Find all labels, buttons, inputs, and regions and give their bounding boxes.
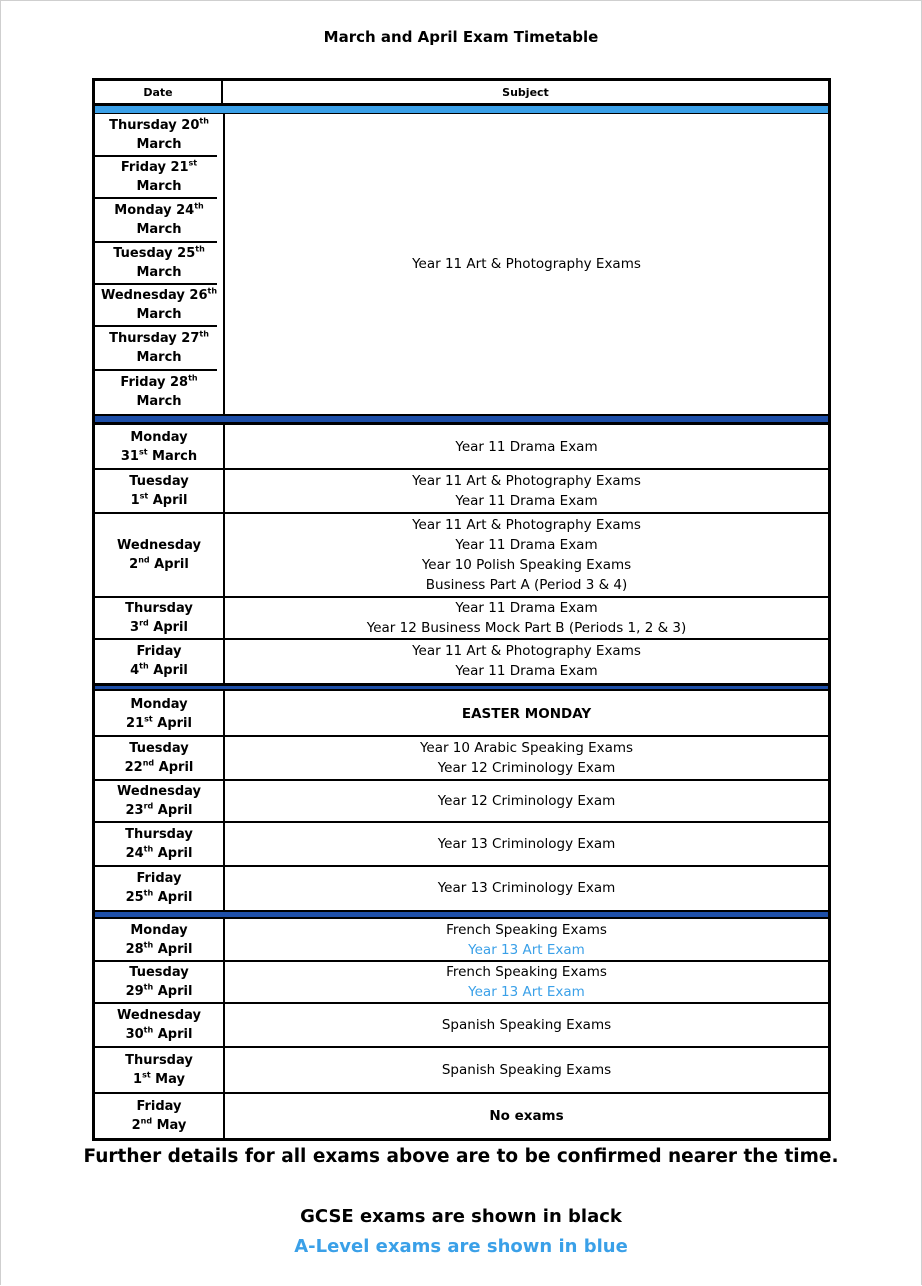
- subject-cell: [225, 597, 828, 639]
- month: March: [136, 394, 182, 409]
- ordinal-suffix: th: [188, 373, 198, 383]
- ordinal-suffix: th: [143, 844, 154, 854]
- day-number: 29: [125, 984, 144, 999]
- date-cell: [95, 1003, 223, 1047]
- day-number: 2: [129, 557, 139, 572]
- date-text: [130, 642, 188, 680]
- subject-cell: [225, 425, 828, 469]
- exam-entry: Year 11 Drama Exam: [455, 663, 598, 679]
- ordinal-suffix: th: [199, 116, 209, 126]
- ordinal-suffix: st: [188, 158, 198, 168]
- ordinal-suffix: th: [143, 888, 154, 898]
- ordinal-suffix: nd: [138, 555, 150, 565]
- date-cell: [95, 639, 223, 683]
- date-cell: [95, 370, 223, 414]
- exam-entry: Year 13 Art Exam: [468, 984, 585, 1000]
- ordinal-suffix: st: [139, 491, 149, 501]
- date-cell: [95, 780, 223, 822]
- month: April: [154, 760, 194, 775]
- day-number: 2: [131, 1117, 141, 1133]
- footer-note: Further details for all exams above are to be confirmed nearer the time.: [83, 1146, 839, 1167]
- exam-entry: Year 13 Art Exam: [468, 942, 585, 958]
- exam-entry: Year 11 Drama Exam: [455, 537, 598, 553]
- date-cell: [95, 513, 223, 597]
- weekday: Wednesday: [117, 1008, 201, 1023]
- exam-entry: Year 11 Art & Photography Exams: [412, 256, 641, 272]
- subject-cell: [225, 1047, 828, 1093]
- month: April: [153, 890, 193, 905]
- week-block-2: [95, 425, 828, 683]
- weekday: Tuesday: [129, 474, 189, 489]
- ordinal-suffix: th: [139, 661, 149, 671]
- weekday: Friday: [136, 871, 182, 886]
- ordinal-suffix: nd: [142, 758, 155, 768]
- day-number: 31: [120, 449, 139, 464]
- ordinal-suffix: th: [143, 982, 154, 992]
- week-separator: [95, 414, 828, 425]
- weekday: Wednesday: [117, 538, 201, 553]
- exam-entry: Year 11 Drama Exam: [455, 493, 598, 509]
- month: April: [153, 846, 193, 861]
- day-number: 23: [125, 803, 144, 818]
- day-number: 22: [124, 760, 143, 775]
- subject-cell: [225, 961, 828, 1003]
- date-text: [121, 428, 197, 466]
- weekday: Monday: [130, 430, 188, 445]
- date-text: [117, 536, 201, 574]
- day-number: 30: [125, 1027, 144, 1042]
- exam-entry: Year 10 Polish Speaking Exams: [421, 557, 632, 573]
- date-cell: [95, 326, 223, 370]
- date-cell: [95, 597, 223, 639]
- month: March: [136, 222, 182, 237]
- date-text: [95, 373, 223, 411]
- date-text: [95, 158, 223, 196]
- date-day: Thursday 27: [109, 331, 200, 346]
- day-number: 3: [130, 620, 140, 635]
- ordinal-suffix: st: [144, 714, 153, 724]
- date-cell: [95, 866, 223, 910]
- weekday: Thursday: [125, 601, 193, 616]
- day-number: 1: [130, 493, 140, 508]
- date-text: [125, 739, 194, 777]
- header-date: Date: [95, 81, 223, 103]
- exam-entry: Year 11 Art & Photography Exams: [412, 473, 641, 489]
- date-text: [95, 286, 223, 324]
- month: April: [148, 663, 188, 678]
- exam-entry: Year 10 Arabic Speaking Exams: [419, 740, 634, 756]
- table-header-row: [95, 81, 828, 104]
- exam-entry: Year 13 Criminology Exam: [437, 836, 616, 852]
- exam-entry: Spanish Speaking Exams: [441, 1062, 612, 1078]
- exam-entry: Year 13 Criminology Exam: [437, 880, 616, 896]
- month: April: [152, 715, 192, 731]
- subject-cell: [225, 469, 828, 513]
- weekday: Thursday: [125, 1053, 193, 1068]
- date-text: [125, 825, 193, 863]
- exam-entry: Year 11 Drama Exam: [455, 439, 598, 455]
- alevel-legend: A-Level exams are shown in blue: [294, 1236, 628, 1257]
- weekday: Thursday: [125, 827, 193, 842]
- date-cell: [95, 822, 223, 866]
- date-day: Friday 21: [120, 160, 189, 175]
- month: March: [136, 350, 182, 365]
- subject-cell: [225, 822, 828, 866]
- ordinal-suffix: st: [142, 1070, 151, 1080]
- week-separator: [95, 104, 828, 114]
- ordinal-suffix: th: [199, 329, 209, 339]
- exam-entry: Spanish Speaking Exams: [441, 1017, 612, 1033]
- date-day: Tuesday 25: [113, 246, 196, 261]
- weekday: Friday: [136, 644, 182, 659]
- exam-entry: Year 12 Criminology Exam: [437, 793, 616, 809]
- date-text: [117, 782, 201, 820]
- exam-entry: Business Part A (Period 3 & 4): [425, 577, 628, 593]
- date-cell: [95, 425, 223, 469]
- date-day: Friday 28: [120, 375, 189, 390]
- exam-entry: No exams: [489, 1107, 564, 1124]
- day-number: 4: [130, 663, 140, 678]
- day-number: 28: [125, 942, 144, 957]
- date-cell: [95, 156, 223, 198]
- date-text: [126, 963, 193, 1001]
- week-block-4: [95, 919, 828, 1138]
- date-text: [126, 921, 193, 959]
- week-block-3: [95, 691, 828, 910]
- date-text: [117, 1006, 201, 1044]
- month: April: [153, 803, 193, 818]
- exam-entry: Year 12 Criminology Exam: [437, 760, 616, 776]
- exam-entry: Year 11 Art & Photography Exams: [412, 643, 641, 659]
- month: March: [136, 179, 182, 194]
- ordinal-suffix: th: [143, 1025, 154, 1035]
- date-day: Thursday 20: [109, 118, 200, 133]
- exam-entry: Year 11 Drama Exam: [455, 600, 598, 616]
- date-cell: [95, 961, 223, 1003]
- subject-cell: [225, 639, 828, 683]
- date-text: [95, 244, 223, 282]
- date-cell: [95, 242, 223, 284]
- ordinal-suffix: rd: [143, 801, 154, 811]
- weekday: Wednesday: [117, 784, 201, 799]
- week-separator: [95, 683, 828, 691]
- subject-cell: [225, 1003, 828, 1047]
- exam-entry: French Speaking Exams: [446, 964, 607, 980]
- exam-entry: French Speaking Exams: [446, 922, 607, 938]
- date-cell: [95, 736, 223, 780]
- subject-cell: [225, 780, 828, 822]
- date-cell: [95, 114, 223, 156]
- date-cell: [95, 919, 223, 961]
- exam-timetable: [92, 78, 831, 1141]
- subject-cell: [225, 114, 828, 414]
- ordinal-suffix: nd: [140, 1116, 153, 1126]
- subject-cell: [225, 1093, 828, 1138]
- page-title: March and April Exam Timetable: [323, 28, 599, 46]
- date-cell: [95, 1047, 223, 1093]
- date-text: [95, 201, 223, 239]
- date-cell: [95, 198, 223, 242]
- date-cell: [95, 691, 223, 736]
- subject-cell: [225, 736, 828, 780]
- month: March: [136, 137, 182, 152]
- exam-entry: EASTER MONDAY: [461, 705, 592, 722]
- header-subject: Subject: [502, 85, 549, 99]
- date-text: [126, 869, 193, 907]
- month: April: [153, 1027, 193, 1042]
- exam-entry: Year 12 Business Mock Part B (Periods 1, 2 & 3): [366, 620, 687, 636]
- ordinal-suffix: st: [138, 447, 148, 457]
- subject-cell: [225, 513, 828, 597]
- date-text: [125, 599, 193, 637]
- month: April: [148, 493, 188, 508]
- date-cell: [95, 1093, 223, 1138]
- weekday: Friday: [136, 1098, 182, 1114]
- ordinal-suffix: th: [194, 201, 204, 211]
- month: April: [153, 984, 193, 999]
- date-text: [95, 329, 223, 367]
- date-text: [125, 1051, 193, 1089]
- date-cell: [95, 469, 223, 513]
- day-number: 25: [125, 890, 144, 905]
- month: March: [136, 307, 182, 322]
- week-separator: [95, 910, 828, 919]
- weekday: Tuesday: [129, 965, 189, 980]
- subject-cell: [225, 919, 828, 961]
- date-text: [126, 695, 192, 733]
- month: April: [148, 620, 188, 635]
- day-number: 21: [126, 715, 145, 731]
- weekday: Tuesday: [129, 741, 189, 756]
- day-number: 1: [133, 1072, 143, 1087]
- month: April: [149, 557, 189, 572]
- ordinal-suffix: rd: [139, 618, 149, 628]
- subject-cell: [225, 866, 828, 910]
- month: May: [152, 1117, 187, 1133]
- date-text: [129, 472, 188, 510]
- exam-entry: Year 11 Art & Photography Exams: [412, 517, 641, 533]
- weekday: Monday: [130, 923, 188, 938]
- date-day: Wednesday 26: [100, 288, 208, 303]
- weekday: Monday: [130, 696, 188, 712]
- date-cell: [95, 284, 223, 326]
- month: May: [150, 1072, 185, 1087]
- day-number: 24: [125, 846, 144, 861]
- ordinal-suffix: th: [207, 286, 218, 296]
- month: April: [153, 942, 193, 957]
- subject-cell: [225, 691, 828, 736]
- date-day: Monday 24: [114, 203, 195, 218]
- ordinal-suffix: th: [195, 244, 205, 254]
- date-text: [132, 1097, 187, 1135]
- gcse-legend: GCSE exams are shown in black: [300, 1206, 622, 1227]
- month: March: [136, 265, 182, 280]
- month: March: [147, 449, 198, 464]
- date-text: [95, 116, 223, 154]
- week-block-1: [95, 114, 828, 414]
- ordinal-suffix: th: [143, 940, 154, 950]
